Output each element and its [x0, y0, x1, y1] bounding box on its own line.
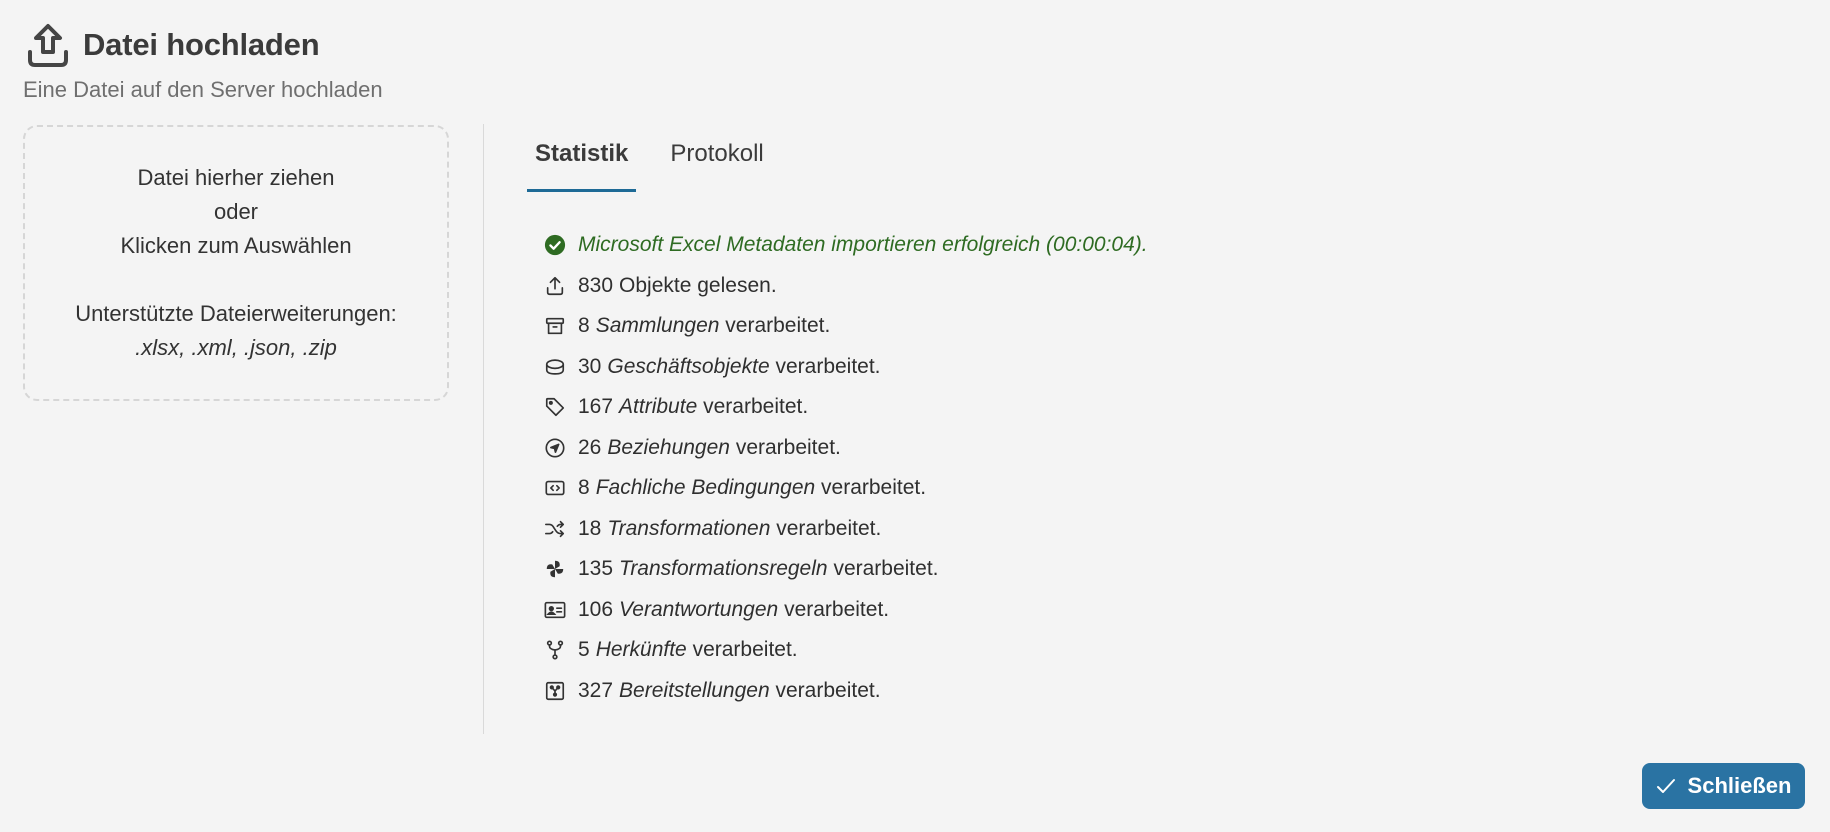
list-item: 18 Transformationen verarbeitet.	[543, 509, 1148, 550]
supported-extensions-label: Unterstützte Dateierweiterungen:	[75, 301, 397, 326]
archive-icon	[544, 315, 566, 337]
id-card-icon	[544, 599, 566, 621]
statistics-list	[543, 225, 1148, 711]
tab-bar	[527, 140, 772, 192]
panel-divider	[483, 124, 484, 734]
tab-protokoll[interactable]: Protokoll	[670, 140, 764, 167]
supported-extensions-list: .xlsx, .xml, .json, .zip	[135, 335, 337, 360]
database-icon	[544, 356, 566, 378]
tag-icon	[544, 396, 566, 418]
list-item: 8 Fachliche Bedingungen verarbeitet.	[543, 468, 1148, 509]
code-box-icon	[544, 477, 566, 499]
list-item: 135 Transformationsregeln verarbeitet.	[543, 549, 1148, 590]
shuffle-icon	[544, 518, 566, 540]
close-button-label: Schließen	[1687, 773, 1792, 798]
merge-box-icon	[544, 680, 566, 702]
upload-icon	[27, 22, 69, 68]
import-success-message: Microsoft Excel Metadaten importieren erfolgreich (00:00:04).	[543, 225, 1148, 266]
page-subtitle: Eine Datei auf den Server hochladen	[23, 77, 383, 102]
check-circle-icon	[544, 234, 566, 256]
navigation-icon	[544, 437, 566, 459]
pinwheel-icon	[544, 558, 566, 580]
close-button[interactable]	[1642, 763, 1805, 809]
tab-statistik[interactable]: Statistik	[527, 140, 636, 192]
dropzone-drag-text: Datei hierher ziehen	[137, 165, 335, 190]
list-item: 106 Verantwortungen verarbeitet.	[543, 590, 1148, 631]
list-item: 30 Geschäftsobjekte verarbeitet.	[543, 347, 1148, 388]
dropzone-or-text: oder	[213, 199, 259, 224]
git-fork-icon	[544, 639, 566, 661]
upload-icon	[544, 275, 566, 297]
file-dropzone[interactable]	[23, 125, 449, 401]
list-item: 327 Bereitstellungen verarbeitet.	[543, 671, 1148, 712]
list-item: 26 Beziehungen verarbeitet.	[543, 428, 1148, 469]
dialog-header	[27, 22, 319, 68]
list-item: 830 Objekte gelesen.	[543, 266, 1148, 307]
list-item: 167 Attribute verarbeitet.	[543, 387, 1148, 428]
page-title: Datei hochladen	[83, 27, 320, 62]
checkmark-icon	[1656, 777, 1676, 795]
list-item: 5 Herkünfte verarbeitet.	[543, 630, 1148, 671]
list-item: 8 Sammlungen verarbeitet.	[543, 306, 1148, 347]
dropzone-click-text: Klicken zum Auswählen	[120, 233, 352, 258]
